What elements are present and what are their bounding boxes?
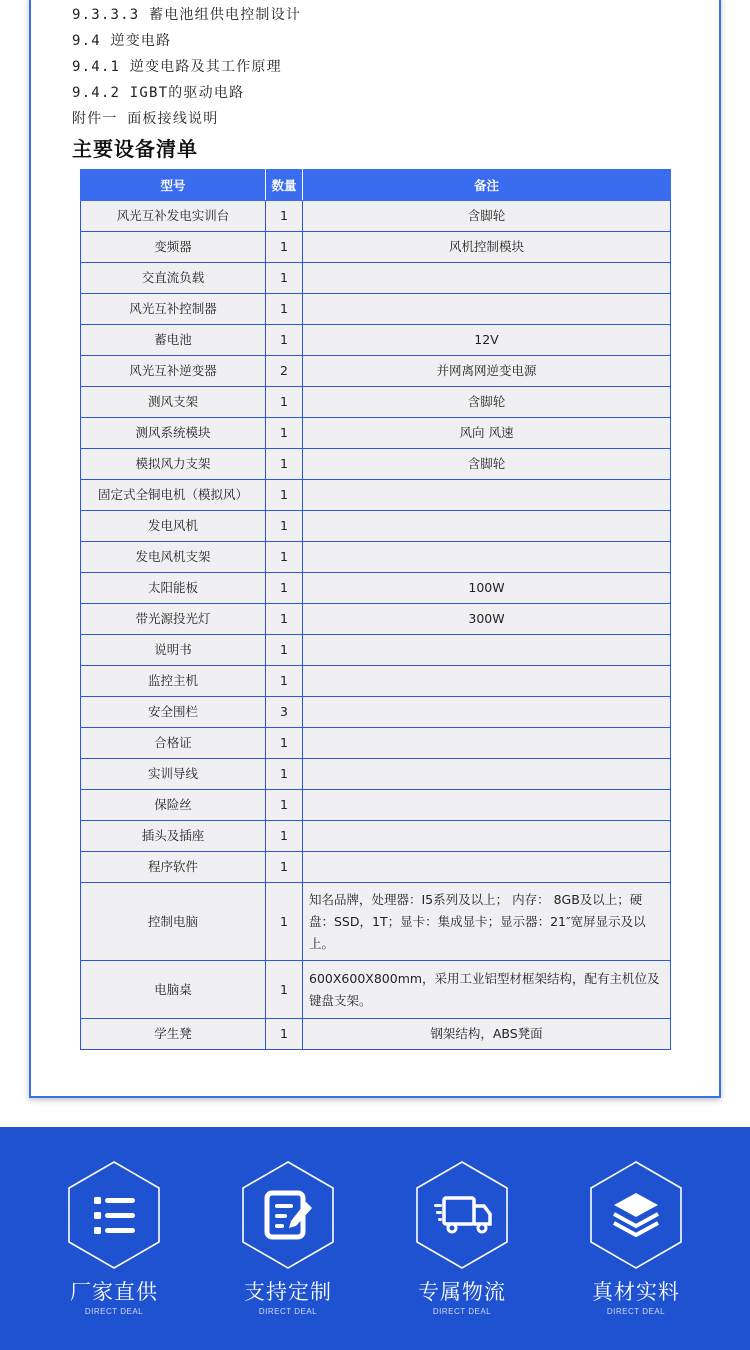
cell-model: 插头及插座: [81, 821, 266, 852]
cell-model: 变频器: [81, 232, 266, 263]
delivery-truck-icon: [414, 1160, 510, 1270]
edit-document-icon: [240, 1160, 336, 1270]
equipment-table: [80, 169, 671, 1050]
table-row: [81, 790, 671, 821]
feature-direct-supply: [54, 1160, 174, 1316]
feature-customization: [228, 1160, 348, 1316]
cell-note: [303, 542, 671, 573]
cell-note: 风向 风速: [303, 418, 671, 449]
header-note: 备注: [303, 170, 671, 201]
cell-model: 发电风机支架: [81, 542, 266, 573]
feature-subtitle: DIRECT DEAL: [258, 1307, 318, 1316]
cell-quantity: 1: [266, 387, 303, 418]
cell-note: 知名品牌，处理器：I5系列及以上； 内存： 8GB及以上；硬盘：SSD，1T；显卡：集成显卡；显示器：21″宽屏显示及以上。: [303, 883, 671, 961]
cell-model: 安全围栏: [81, 697, 266, 728]
cell-note: 12V: [303, 325, 671, 356]
cell-note: [303, 728, 671, 759]
cell-model: 带光源投光灯: [81, 604, 266, 635]
cell-model: 风光互补逆变器: [81, 356, 266, 387]
cell-quantity: 1: [266, 666, 303, 697]
cell-quantity: 1: [266, 325, 303, 356]
feature-subtitle: DIRECT DEAL: [84, 1307, 144, 1316]
cell-note: [303, 635, 671, 666]
table-row: [81, 511, 671, 542]
cell-model: 固定式全铜电机（模拟风）: [81, 480, 266, 511]
cell-note: [303, 480, 671, 511]
cell-quantity: 1: [266, 263, 303, 294]
cell-quantity: 1: [266, 1019, 303, 1050]
header-model: 型号: [81, 170, 266, 201]
cell-note: 100W: [303, 573, 671, 604]
table-row: [81, 635, 671, 666]
table-row: [81, 852, 671, 883]
cell-quantity: 1: [266, 635, 303, 666]
cell-note: [303, 697, 671, 728]
table-row: [81, 449, 671, 480]
list-icon: [66, 1160, 162, 1270]
cell-note: [303, 759, 671, 790]
table-row: [81, 666, 671, 697]
cell-model: 合格证: [81, 728, 266, 759]
cell-quantity: 1: [266, 573, 303, 604]
table-row: [81, 883, 671, 961]
cell-quantity: 1: [266, 821, 303, 852]
toc-item: 附件一 面板接线说明: [72, 111, 219, 127]
cell-note: 风机控制模块: [303, 232, 671, 263]
feature-subtitle: DIRECT DEAL: [432, 1307, 492, 1316]
cell-quantity: 1: [266, 232, 303, 263]
table-row: [81, 232, 671, 263]
table-row: [81, 263, 671, 294]
cell-model: 电脑桌: [81, 961, 266, 1019]
header-quantity: 数量: [266, 170, 303, 201]
table-row: [81, 418, 671, 449]
cell-note: [303, 790, 671, 821]
cell-model: 太阳能板: [81, 573, 266, 604]
cell-note: 钢架结构，ABS凳面: [303, 1019, 671, 1050]
cell-quantity: 1: [266, 511, 303, 542]
cell-note: [303, 821, 671, 852]
cell-model: 蓄电池: [81, 325, 266, 356]
cell-note: [303, 666, 671, 697]
cell-quantity: 1: [266, 852, 303, 883]
cell-model: 交直流负载: [81, 263, 266, 294]
table-row: [81, 961, 671, 1019]
cell-model: 监控主机: [81, 666, 266, 697]
cell-quantity: 1: [266, 294, 303, 325]
feature-genuine-materials: [576, 1160, 696, 1316]
table-of-contents: [72, 2, 301, 132]
cell-note: 并网离网逆变电源: [303, 356, 671, 387]
cell-quantity: 2: [266, 356, 303, 387]
cell-model: 风光互补发电实训台: [81, 201, 266, 232]
table-row: [81, 697, 671, 728]
cell-quantity: 1: [266, 449, 303, 480]
cell-model: 实训导线: [81, 759, 266, 790]
cell-model: 学生凳: [81, 1019, 266, 1050]
cell-model: 风光互补控制器: [81, 294, 266, 325]
table-row: [81, 1019, 671, 1050]
cell-quantity: 1: [266, 759, 303, 790]
cell-note: 含脚轮: [303, 387, 671, 418]
table-row: [81, 821, 671, 852]
cell-quantity: 1: [266, 883, 303, 961]
table-row: [81, 573, 671, 604]
table-row: [81, 387, 671, 418]
cell-note: 含脚轮: [303, 449, 671, 480]
cell-note: 300W: [303, 604, 671, 635]
table-row: [81, 325, 671, 356]
toc-item: 9.4.1 逆变电路及其工作原理: [72, 59, 282, 75]
cell-quantity: 1: [266, 542, 303, 573]
cell-quantity: 1: [266, 728, 303, 759]
cell-model: 测风支架: [81, 387, 266, 418]
cell-note: [303, 852, 671, 883]
table-row: [81, 480, 671, 511]
table-row: [81, 294, 671, 325]
toc-item: 9.3.3.3 蓄电池组供电控制设计: [72, 7, 302, 23]
feature-title: 支持定制: [244, 1280, 332, 1304]
feature-logistics: [402, 1160, 522, 1316]
table-header-row: [81, 170, 671, 201]
cell-quantity: 1: [266, 201, 303, 232]
cell-note: [303, 294, 671, 325]
cell-model: 模拟风力支架: [81, 449, 266, 480]
cell-quantity: 3: [266, 697, 303, 728]
cell-model: 保险丝: [81, 790, 266, 821]
cell-note: [303, 511, 671, 542]
layers-icon: [588, 1160, 684, 1270]
cell-model: 测风系统模块: [81, 418, 266, 449]
cell-note: 600X600X800mm，采用工业铝型材框架结构，配有主机位及键盘支架。: [303, 961, 671, 1019]
cell-quantity: 1: [266, 480, 303, 511]
cell-quantity: 1: [266, 790, 303, 821]
table-row: [81, 604, 671, 635]
table-row: [81, 728, 671, 759]
cell-quantity: 1: [266, 604, 303, 635]
table-row: [81, 201, 671, 232]
cell-model: 发电风机: [81, 511, 266, 542]
table-row: [81, 759, 671, 790]
toc-item: 9.4 逆变电路: [72, 33, 172, 49]
table-row: [81, 542, 671, 573]
cell-model: 控制电脑: [81, 883, 266, 961]
feature-title: 厂家直供: [70, 1280, 158, 1304]
cell-note: 含脚轮: [303, 201, 671, 232]
feature-title: 专属物流: [418, 1280, 506, 1304]
feature-subtitle: DIRECT DEAL: [606, 1307, 666, 1316]
cell-quantity: 1: [266, 961, 303, 1019]
toc-item: 9.4.2 IGBT的驱动电路: [72, 85, 245, 101]
cell-model: 说明书: [81, 635, 266, 666]
feature-title: 真材实料: [592, 1280, 680, 1304]
cell-model: 程序软件: [81, 852, 266, 883]
cell-quantity: 1: [266, 418, 303, 449]
cell-note: [303, 263, 671, 294]
section-title: 主要设备清单: [72, 137, 198, 161]
table-row: [81, 356, 671, 387]
